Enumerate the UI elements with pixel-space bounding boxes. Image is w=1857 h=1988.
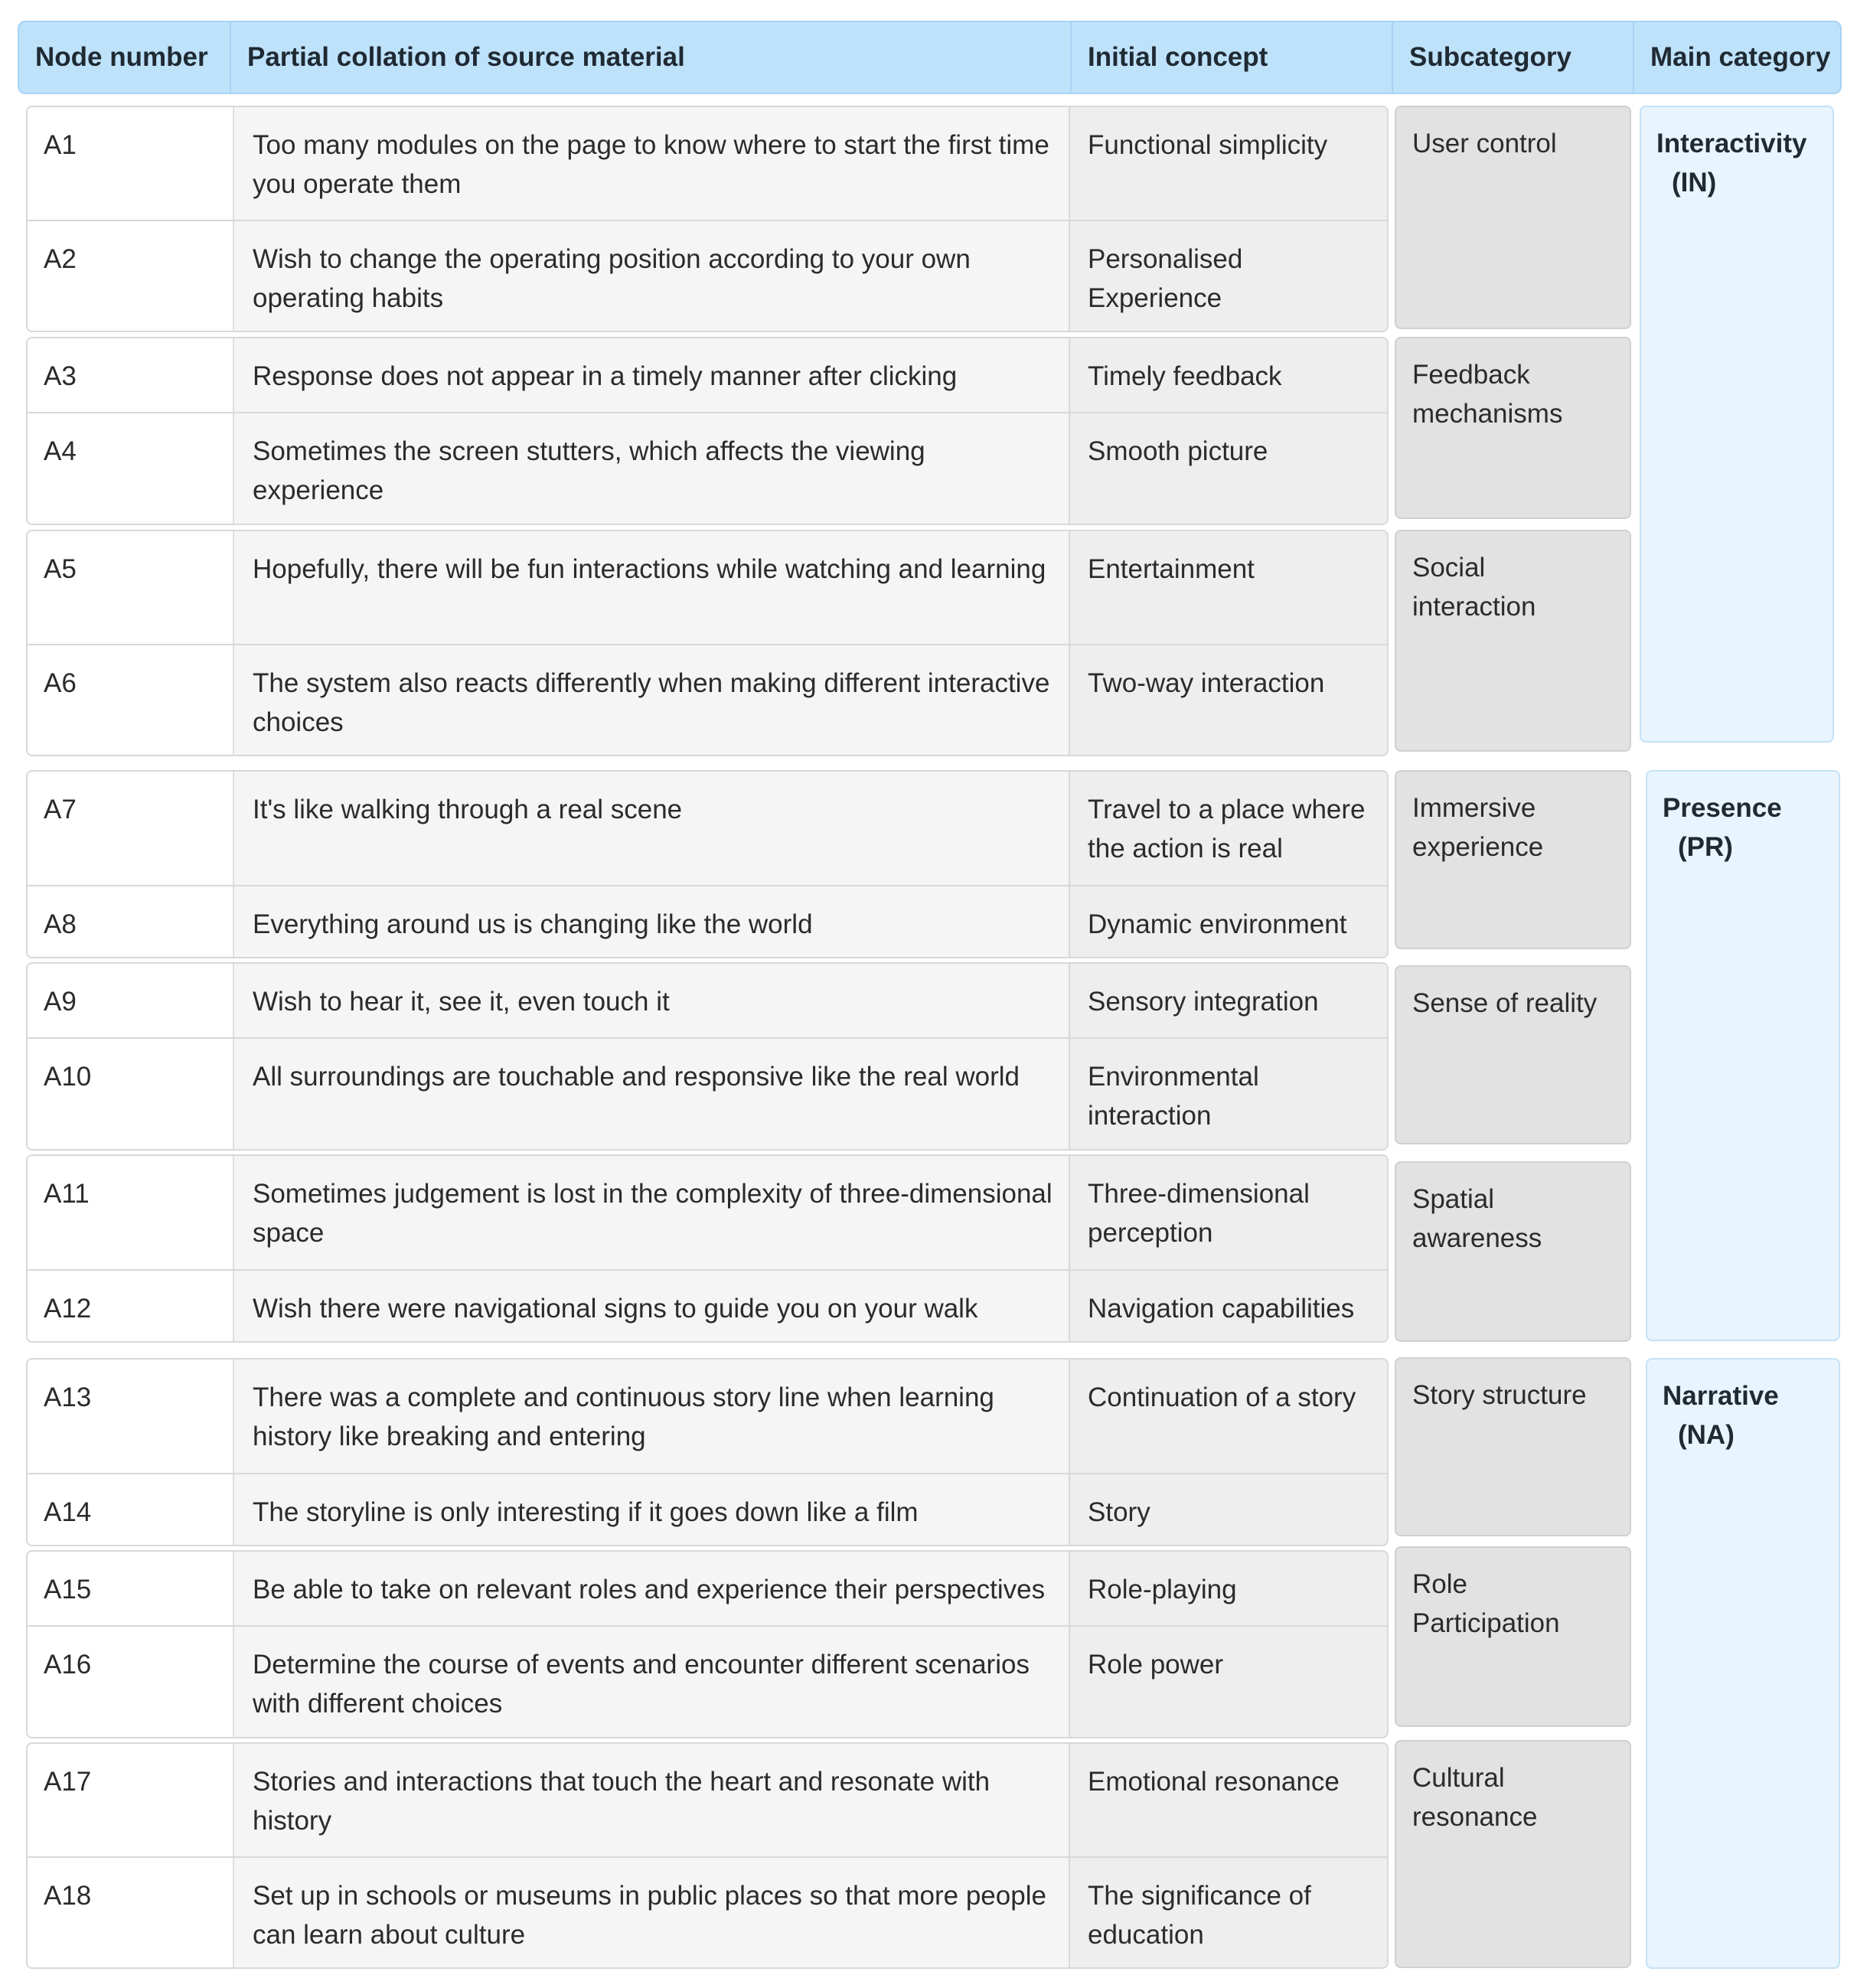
initial-concept-cell: Environmental interaction <box>1070 1039 1387 1151</box>
subcategory-user-control: User control <box>1395 106 1631 329</box>
source-material-cell: There was a complete and continuous story line when learning history like breaking and entering <box>234 1360 1070 1473</box>
table-row <box>28 1625 1387 1738</box>
source-material-cell: Determine the course of events and encounter different scenarios with different choices <box>234 1627 1070 1738</box>
main-category-narrative <box>1646 1358 1840 1969</box>
node-number-cell: A2 <box>28 221 234 332</box>
table-header <box>18 21 1842 94</box>
node-number-cell: A14 <box>28 1474 234 1546</box>
source-material-cell: Stories and interactions that touch the heart and resonate with history <box>234 1744 1070 1856</box>
initial-concept-cell: Functional simplicity <box>1070 107 1387 220</box>
initial-concept-cell: Two-way interaction <box>1070 645 1387 756</box>
node-number-cell: A9 <box>28 964 234 1037</box>
initial-concept-cell: The significance of education <box>1070 1858 1387 1969</box>
row-group <box>26 962 1389 1151</box>
main-category-abbr: (NA) <box>1678 1420 1735 1450</box>
source-material-cell: Response does not appear in a timely manner after clicking <box>234 338 1070 412</box>
source-material-cell: Sometimes the screen stutters, which affects the viewing experience <box>234 413 1070 525</box>
node-number-cell: A1 <box>28 107 234 220</box>
header-subcategory: Subcategory <box>1393 22 1634 93</box>
subcategory-story-structure: Story structure <box>1395 1357 1631 1536</box>
node-number-cell: A6 <box>28 645 234 756</box>
initial-concept-cell: Continuation of a story <box>1070 1360 1387 1473</box>
header-main-category: Main category <box>1650 42 1831 72</box>
initial-concept-cell: Dynamic environment <box>1070 886 1387 958</box>
table-row <box>28 1473 1387 1546</box>
source-material-cell: Set up in schools or museums in public places so that more people can learn about culture <box>234 1858 1070 1969</box>
table-row <box>28 1037 1387 1151</box>
initial-concept-cell: Personalised Experience <box>1070 221 1387 332</box>
initial-concept-cell: Emotional resonance <box>1070 1744 1387 1856</box>
subcategory-role-participation: Role Participation <box>1395 1546 1631 1727</box>
subcategory-feedback-mechanisms: Feedback mechanisms <box>1395 337 1631 519</box>
source-material-cell: Hopefully, there will be fun interactions while watching and learning <box>234 531 1070 644</box>
subcategory-sense-of-reality: Sense of reality <box>1395 965 1631 1144</box>
node-number-cell: A13 <box>28 1360 234 1473</box>
main-category-name: Presence <box>1663 793 1782 823</box>
initial-concept-cell: Role power <box>1070 1627 1387 1738</box>
node-number-cell: A10 <box>28 1039 234 1151</box>
initial-concept-cell: Role-playing <box>1070 1552 1387 1625</box>
subcategory-spatial-awareness: Spatial awareness <box>1395 1161 1631 1342</box>
row-group <box>26 1742 1389 1969</box>
node-number-cell: A7 <box>28 772 234 885</box>
table-row <box>28 644 1387 756</box>
source-material-cell: It's like walking through a real scene <box>234 772 1070 885</box>
row-group <box>26 106 1389 332</box>
subcategory-social-interaction: Social interaction <box>1395 530 1631 752</box>
node-number-cell: A12 <box>28 1271 234 1343</box>
row-group <box>26 1358 1389 1546</box>
table-row <box>28 1744 1387 1856</box>
main-category-presence <box>1646 770 1840 1341</box>
table-row <box>28 1269 1387 1343</box>
source-material-cell: Wish to change the operating position according to your own operating habits <box>234 221 1070 332</box>
source-material-cell: The storyline is only interesting if it goes down like a film <box>234 1474 1070 1546</box>
table-row <box>28 531 1387 644</box>
initial-concept-cell: Timely feedback <box>1070 338 1387 412</box>
table-row <box>28 885 1387 958</box>
table-row <box>28 412 1387 525</box>
node-number-cell: A3 <box>28 338 234 412</box>
table-row <box>28 107 1387 220</box>
initial-concept-cell: Smooth picture <box>1070 413 1387 525</box>
source-material-cell: All surroundings are touchable and responsive like the real world <box>234 1039 1070 1151</box>
subcategory-immersive-experience: Immersive experience <box>1395 770 1631 949</box>
initial-concept-cell: Travel to a place where the action is real <box>1070 772 1387 885</box>
source-material-cell: The system also reacts differently when making different interactive choices <box>234 645 1070 756</box>
initial-concept-cell: Navigation capabilities <box>1070 1271 1387 1343</box>
table-row <box>28 964 1387 1037</box>
header-node-number: Node number <box>19 22 231 93</box>
initial-concept-cell: Three-dimensional perception <box>1070 1156 1387 1269</box>
row-group <box>26 337 1389 525</box>
table-row <box>28 1552 1387 1625</box>
initial-concept-cell: Sensory integration <box>1070 964 1387 1037</box>
header-source-material: Partial collation of source material <box>231 22 1072 93</box>
row-group <box>26 1154 1389 1343</box>
node-number-cell: A16 <box>28 1627 234 1738</box>
node-number-cell: A4 <box>28 413 234 525</box>
subcategory-cultural-resonance: Cultural resonance <box>1395 1740 1631 1968</box>
node-number-cell: A8 <box>28 886 234 958</box>
node-number-cell: A11 <box>28 1156 234 1269</box>
row-group <box>26 770 1389 958</box>
source-material-cell: Sometimes judgement is lost in the complexity of three-dimensional space <box>234 1156 1070 1269</box>
table-row <box>28 220 1387 332</box>
node-number-cell: A5 <box>28 531 234 644</box>
node-number-cell: A17 <box>28 1744 234 1856</box>
main-category-abbr: (PR) <box>1678 832 1733 862</box>
source-material-cell: Everything around us is changing like the world <box>234 886 1070 958</box>
main-category-abbr: (IN) <box>1672 168 1717 197</box>
source-material-cell: Be able to take on relevant roles and experience their perspectives <box>234 1552 1070 1625</box>
row-group <box>26 1550 1389 1738</box>
initial-concept-cell: Entertainment <box>1070 531 1387 644</box>
source-material-cell: Too many modules on the page to know where to start the first time you operate them <box>234 107 1070 220</box>
main-category-name: Narrative <box>1663 1381 1779 1411</box>
initial-concept-cell: Story <box>1070 1474 1387 1546</box>
row-group <box>26 530 1389 756</box>
table-row <box>28 772 1387 885</box>
table-row <box>28 338 1387 412</box>
header-initial-concept: Initial concept <box>1072 22 1393 93</box>
table-row <box>28 1156 1387 1269</box>
node-number-cell: A15 <box>28 1552 234 1625</box>
source-material-cell: Wish there were navigational signs to guide you on your walk <box>234 1271 1070 1343</box>
table-row <box>28 1856 1387 1969</box>
node-number-cell: A18 <box>28 1858 234 1969</box>
source-material-cell: Wish to hear it, see it, even touch it <box>234 964 1070 1037</box>
main-category-name: Interactivity <box>1656 129 1807 158</box>
main-category-interactivity <box>1640 106 1834 743</box>
table-row <box>28 1360 1387 1473</box>
